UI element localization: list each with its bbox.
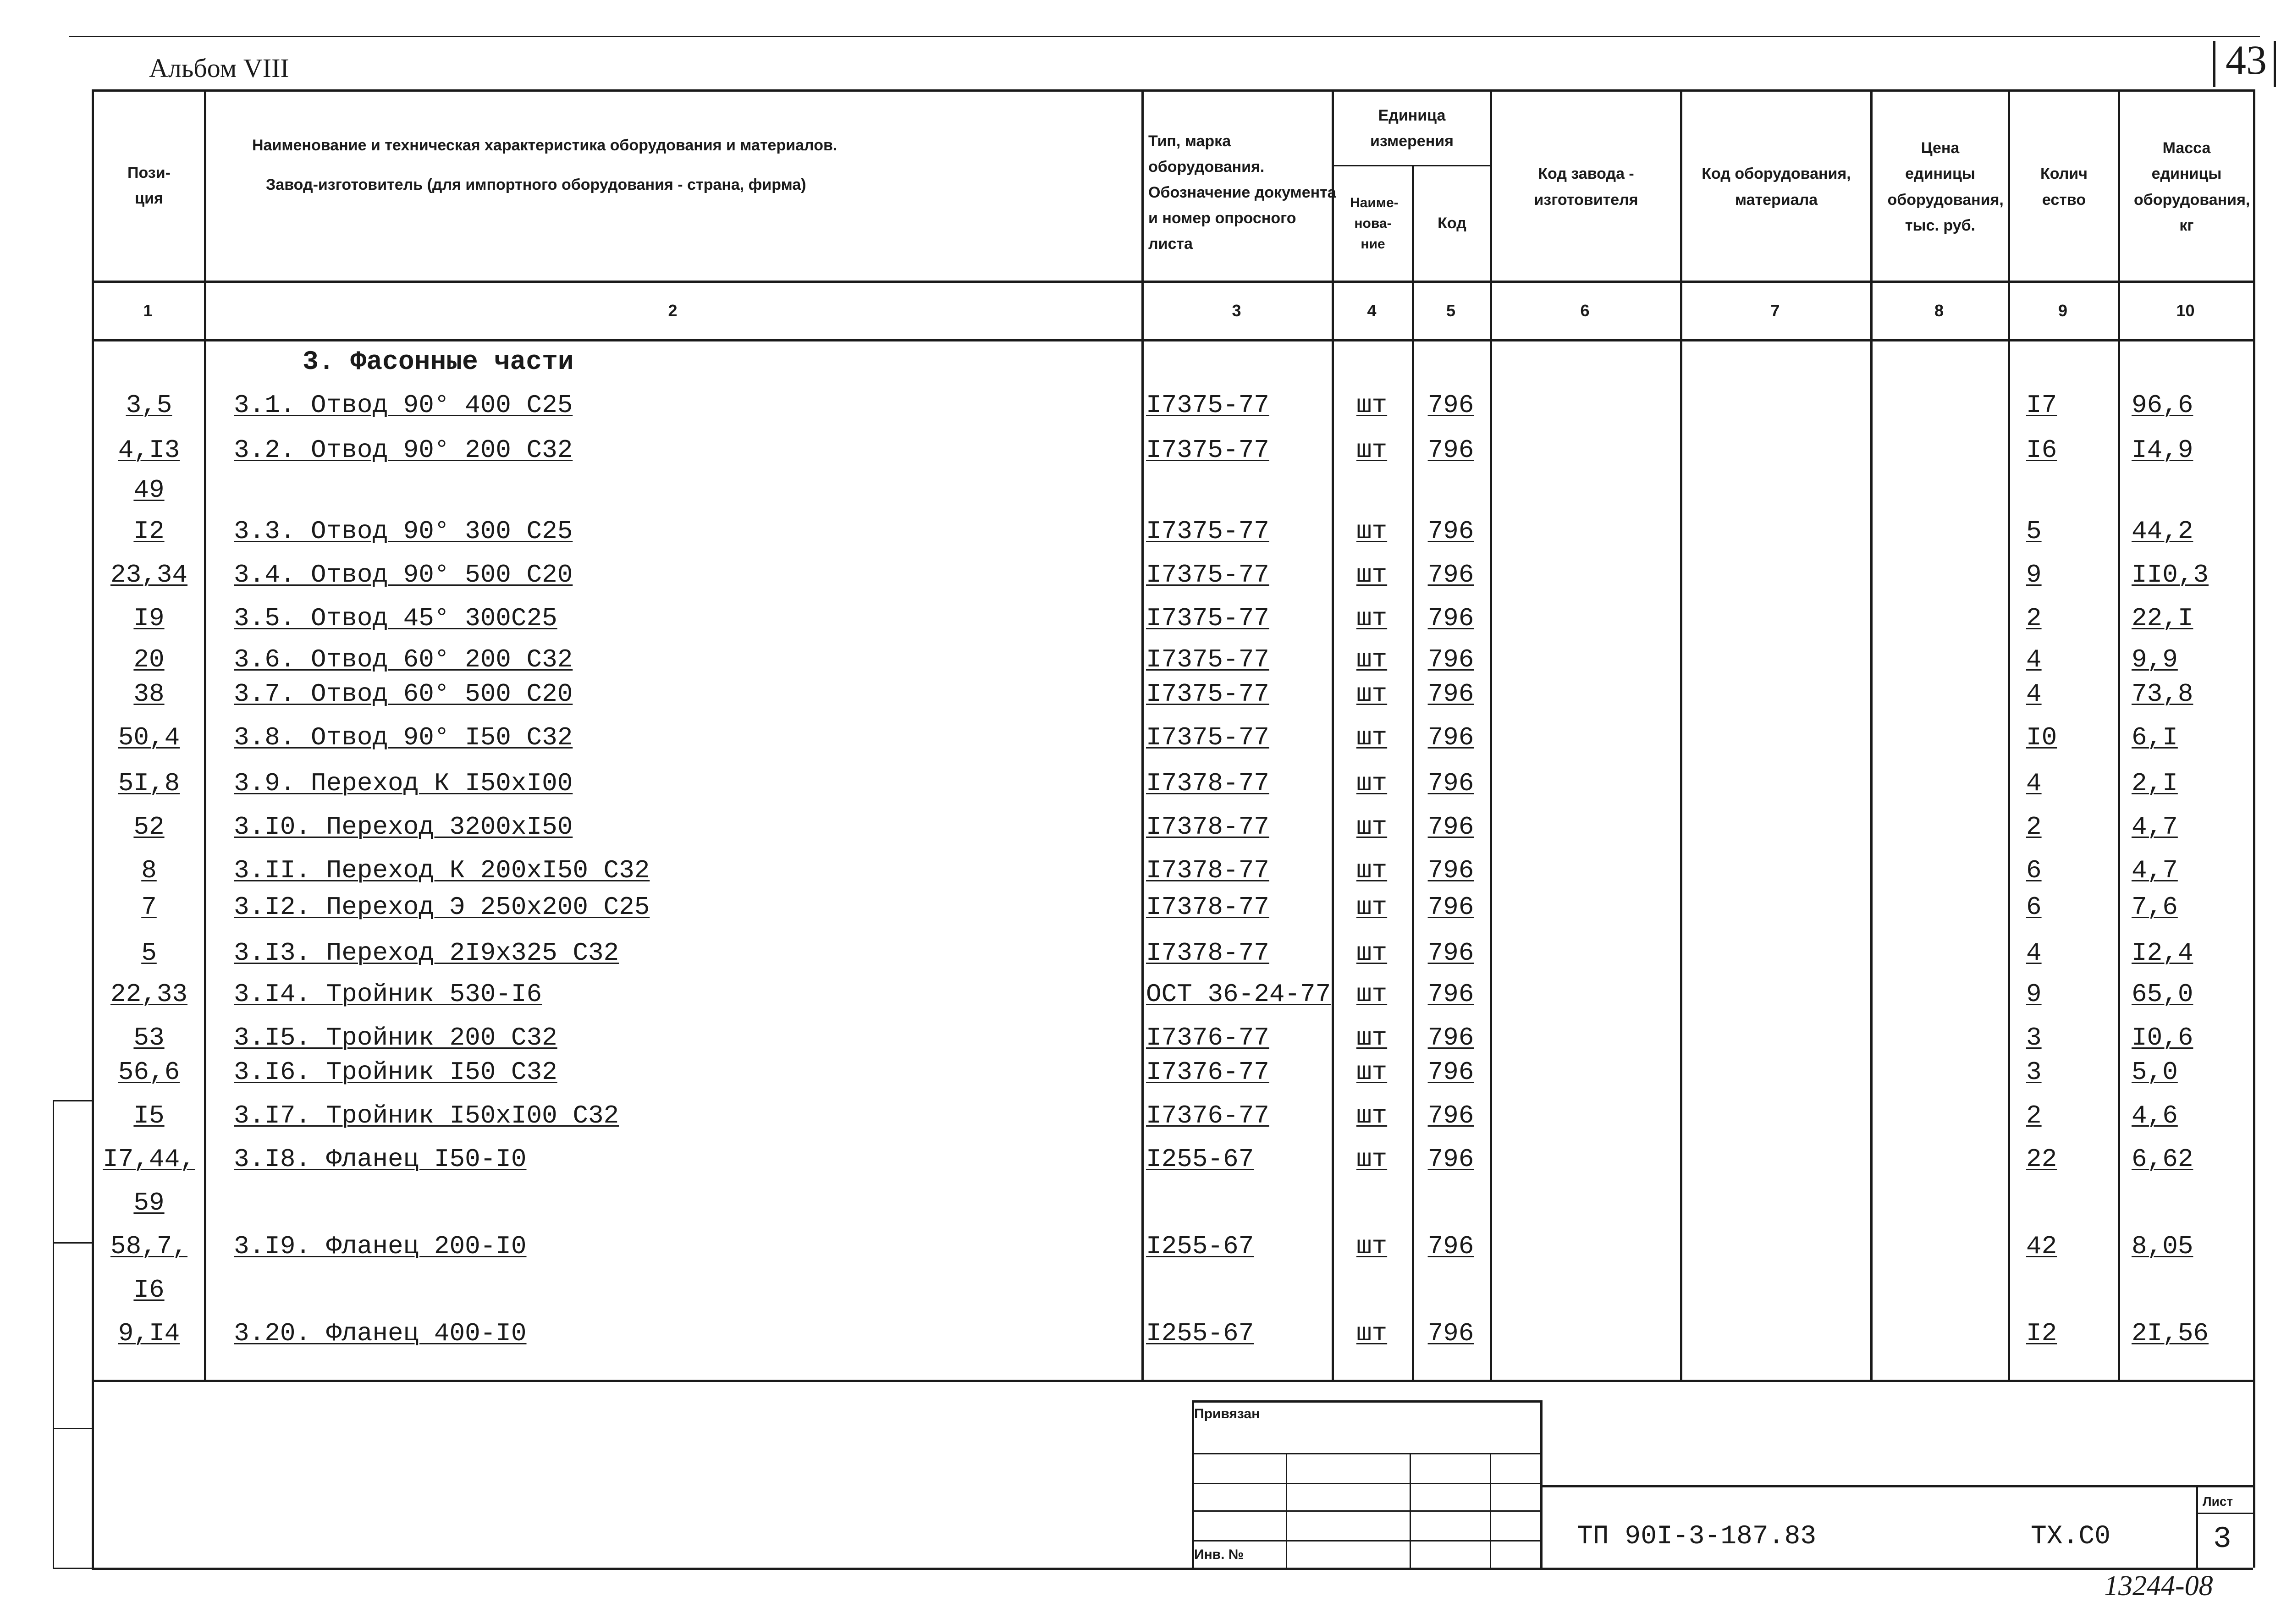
row-unit-name: шт (1356, 645, 1388, 674)
row-unit-name (1334, 1178, 1410, 1222)
row-unit-code: 796 (1427, 1101, 1474, 1130)
inventory-number-label: Инв. № (1194, 1547, 1244, 1562)
row-item-name: 3.6. Отвод 60° 200 С32 (234, 645, 573, 674)
row-item-name: 3.5. Отвод 45° 300С25 (234, 604, 557, 633)
row-position: 50,4 (118, 723, 180, 752)
row-quantity: I7 (2026, 391, 2057, 420)
row-position: 8 (141, 856, 157, 885)
column-number-1: 1 (143, 301, 153, 320)
row-document: I255-67 (1146, 1319, 1254, 1348)
binding-strip-tick (53, 1568, 94, 1569)
row-unit-name: шт (1356, 1232, 1388, 1261)
row-item-name (234, 465, 1132, 509)
table-side-border (2253, 89, 2255, 1568)
header-name (206, 124, 1132, 206)
row-document: ОСТ 36-24-77 (1146, 980, 1331, 1009)
row-item-name: 3.2. Отвод 90° 200 С32 (234, 435, 573, 465)
row-position: 49 (133, 475, 165, 505)
row-document: I7375-77 (1146, 604, 1269, 633)
header-name-line2: Завод-изготовитель (для импортного оборудования - страна, фирма) (266, 176, 806, 193)
row-quantity: 4 (2026, 769, 2042, 798)
row-document: I7378-77 (1146, 938, 1269, 968)
handwritten-number: 13244-08 (2104, 1570, 2213, 1602)
row-position: 52 (133, 812, 165, 842)
column-number-6: 6 (1580, 301, 1590, 320)
row-position: 20 (133, 645, 165, 674)
binding-strip-tick (53, 1242, 94, 1244)
sheet-number: 3 (2213, 1522, 2231, 1556)
row-unit-mass: 65,0 (2132, 980, 2193, 1009)
row-unit-mass: II0,3 (2132, 560, 2209, 589)
row-unit-name: шт (1356, 679, 1388, 709)
row-document: I7378-77 (1146, 812, 1269, 842)
row-document (1146, 465, 1329, 509)
row-document: I7376-77 (1146, 1023, 1269, 1052)
row-unit-code: 796 (1427, 645, 1474, 674)
sheet-box-divider (2196, 1513, 2253, 1514)
row-unit-mass: I0,6 (2132, 1023, 2193, 1052)
row-unit-code: 796 (1427, 938, 1474, 968)
header-unit-group (1334, 94, 1490, 163)
row-unit-mass: 44,2 (2132, 517, 2193, 546)
row-quantity: 9 (2026, 980, 2042, 1009)
row-unit-code: 796 (1427, 1145, 1474, 1174)
column-number-3: 3 (1232, 301, 1241, 320)
stamp-top (1192, 1400, 1540, 1403)
header-position-text: Пози- ция (127, 164, 171, 207)
header-name-line1: Наименование и техническая характеристика оборудования и материалов. (252, 136, 837, 154)
row-unit-mass: 6,62 (2132, 1145, 2193, 1174)
row-quantity: 42 (2026, 1232, 2057, 1261)
header-unit-code (1414, 167, 1490, 280)
header-equipment-code (1682, 94, 1870, 280)
row-document: I7375-77 (1146, 560, 1269, 589)
row-item-name: 3.I0. Переход 3200xI50 (234, 812, 573, 842)
row-unit-code: 796 (1427, 679, 1474, 709)
header-factory-code (1492, 94, 1680, 280)
row-unit-name: шт (1356, 435, 1388, 465)
row-quantity: 4 (2026, 938, 2042, 968)
stamp-hline (1192, 1483, 1540, 1484)
row-quantity: I2 (2026, 1319, 2057, 1348)
stamp-vline (1410, 1453, 1411, 1568)
row-position: 53 (133, 1023, 165, 1052)
stamp-hline (1192, 1453, 1540, 1454)
row-quantity: 3 (2026, 1023, 2042, 1052)
row-unit-mass: 7,6 (2132, 892, 2178, 922)
sheet-box-left (2196, 1485, 2198, 1568)
privyazan-label: Привязан (1194, 1406, 1260, 1421)
document-mark: ТХ.С0 (2031, 1522, 2111, 1552)
row-unit-name: шт (1356, 560, 1388, 589)
header-quantity (2010, 94, 2118, 280)
sheet-label: Лист (2203, 1494, 2233, 1508)
section-title: 3. Фасонные части (303, 347, 574, 377)
header-unit-mass-text: Масса единицы оборудования, кг (2134, 139, 2250, 234)
row-item-name (234, 1265, 1132, 1309)
header-factory-code-text: Код завода - изготовителя (1534, 165, 1638, 209)
row-document: I7375-77 (1146, 645, 1269, 674)
column-number-10: 10 (2176, 301, 2195, 320)
column-number-8: 8 (1934, 301, 1944, 320)
binding-strip-tick (53, 1428, 94, 1429)
corner-tick-left (2213, 41, 2215, 87)
row-unit-code: 796 (1427, 604, 1474, 633)
row-position: 23,34 (110, 560, 188, 589)
header-unit-price (1873, 94, 2008, 280)
row-quantity: 22 (2026, 1145, 2057, 1174)
row-document: I255-67 (1146, 1232, 1254, 1261)
row-position: 4,I3 (118, 435, 180, 465)
row-unit-mass: 8,05 (2132, 1232, 2193, 1261)
row-unit-name: шт (1356, 1319, 1388, 1348)
row-unit-name: шт (1356, 723, 1388, 752)
row-position: 59 (133, 1188, 165, 1217)
row-document: I7375-77 (1146, 435, 1269, 465)
row-unit-mass (2122, 1178, 2251, 1222)
row-document: I7375-77 (1146, 723, 1269, 752)
row-item-name: 3.II. Переход К 200xI50 С32 (234, 856, 650, 885)
row-unit-code: 796 (1427, 812, 1474, 842)
row-unit-mass: 2,I (2132, 769, 2178, 798)
header-unit-group-text: Единица измерения (1370, 106, 1454, 150)
row-unit-mass: I2,4 (2132, 938, 2193, 968)
row-unit-name: шт (1356, 980, 1388, 1009)
row-item-name: 3.I8. Фланец I50-I0 (234, 1145, 527, 1174)
column-number-9: 9 (2058, 301, 2068, 320)
row-quantity (2017, 1265, 2109, 1309)
row-unit-mass: 9,9 (2132, 645, 2178, 674)
row-unit-code: 796 (1427, 1023, 1474, 1052)
row-document: I7375-77 (1146, 391, 1269, 420)
row-unit-mass (2122, 465, 2251, 509)
row-unit-code: 796 (1427, 892, 1474, 922)
row-item-name: 3.I7. Тройник I50xI00 С32 (234, 1101, 619, 1130)
row-document: I7378-77 (1146, 769, 1269, 798)
row-unit-code: 796 (1427, 1319, 1474, 1348)
top-border-line (69, 36, 2260, 37)
row-item-name: 3.1. Отвод 90° 400 С25 (234, 391, 573, 420)
row-document (1146, 1265, 1329, 1309)
row-position: 7 (141, 892, 157, 922)
row-unit-code: 796 (1427, 723, 1474, 752)
sheet-corner-number: 43 (2226, 38, 2267, 83)
row-document: I7378-77 (1146, 856, 1269, 885)
row-unit-code: 796 (1427, 517, 1474, 546)
column-number-7: 7 (1770, 301, 1780, 320)
row-unit-name: шт (1356, 604, 1388, 633)
row-unit-mass: 6,I (2132, 723, 2178, 752)
row-unit-name (1334, 1265, 1410, 1309)
stamp-vline (1490, 1453, 1491, 1568)
project-code: ТП 90I-3-187.83 (1577, 1522, 1817, 1552)
row-unit-code: 796 (1427, 1057, 1474, 1087)
row-position: I7,44, (103, 1145, 195, 1174)
row-item-name: 3.3. Отвод 90° 300 С25 (234, 517, 573, 546)
header-position (94, 92, 204, 280)
album-label: Альбом VIII (149, 53, 289, 83)
row-unit-mass: 73,8 (2132, 679, 2193, 709)
row-unit-code: 796 (1427, 391, 1474, 420)
header-unit-name (1334, 167, 1412, 280)
stamp-hline (1192, 1540, 1540, 1541)
row-quantity: 6 (2026, 892, 2042, 922)
row-unit-mass: 96,6 (2132, 391, 2193, 420)
row-unit-mass: 5,0 (2132, 1057, 2178, 1087)
row-position: I5 (133, 1101, 165, 1130)
corner-tick-right (2274, 41, 2276, 87)
row-position: I9 (133, 604, 165, 633)
row-unit-name: шт (1356, 1145, 1388, 1174)
stamp-right (1540, 1400, 1543, 1568)
row-position: 56,6 (118, 1057, 180, 1087)
row-item-name: 3.20. Фланец 400-I0 (234, 1319, 527, 1348)
row-item-name: 3.7. Отвод 60° 500 С20 (234, 679, 573, 709)
row-quantity: 5 (2026, 517, 2042, 546)
row-unit-mass: 2I,56 (2132, 1319, 2209, 1348)
row-unit-code: 796 (1427, 435, 1474, 465)
row-position: I6 (133, 1275, 165, 1305)
row-unit-name: шт (1356, 892, 1388, 922)
header-equipment-code-text: Код оборудования, материала (1702, 165, 1851, 209)
row-unit-code (1414, 465, 1488, 509)
row-unit-code: 796 (1427, 769, 1474, 798)
header-type-doc-text: Тип, марка оборудования. Обозначение документа и номер опросного листа (1148, 132, 1336, 253)
row-quantity: 2 (2026, 812, 2042, 842)
row-document: I255-67 (1146, 1145, 1254, 1174)
header-unit-name-text: Наиме- нова- ние (1350, 195, 1399, 252)
row-quantity (2017, 1178, 2109, 1222)
row-unit-code: 796 (1427, 980, 1474, 1009)
row-position: 9,I4 (118, 1319, 180, 1348)
row-unit-name: шт (1356, 856, 1388, 885)
row-document: I7376-77 (1146, 1057, 1269, 1087)
column-number-5: 5 (1446, 301, 1456, 320)
row-unit-mass: 4,7 (2132, 812, 2178, 842)
table-bottom-border (92, 1568, 2253, 1570)
row-unit-name (1334, 465, 1410, 509)
row-unit-code: 796 (1427, 856, 1474, 885)
header-unit-price-text: Цена единицы оборудования, тыс. руб. (1887, 139, 2004, 234)
row-unit-mass: 4,7 (2132, 856, 2178, 885)
row-item-name (234, 1178, 1132, 1222)
row-document: I7375-77 (1146, 517, 1269, 546)
row-unit-name: шт (1356, 938, 1388, 968)
table-top-border (92, 89, 2253, 92)
row-item-name: 3.I4. Тройник 530-I6 (234, 980, 542, 1009)
binding-strip-tick (53, 1100, 94, 1101)
header-unit-mass (2120, 94, 2253, 280)
row-position: 5 (141, 938, 157, 968)
row-item-name: 3.8. Отвод 90° I50 С32 (234, 723, 573, 752)
row-item-name: 3.9. Переход К I50xI00 (234, 769, 573, 798)
row-quantity: 2 (2026, 1101, 2042, 1130)
row-unit-name: шт (1356, 1101, 1388, 1130)
row-unit-code: 796 (1427, 1232, 1474, 1261)
row-unit-name: шт (1356, 391, 1388, 420)
row-quantity: 6 (2026, 856, 2042, 885)
row-quantity: 2 (2026, 604, 2042, 633)
title-block-top (1540, 1485, 2253, 1487)
row-document: I7375-77 (1146, 679, 1269, 709)
row-unit-name: шт (1356, 1057, 1388, 1087)
row-item-name: 3.I5. Тройник 200 С32 (234, 1023, 557, 1052)
header-unit-code-text: Код (1438, 215, 1466, 232)
row-item-name: 3.I6. Тройник I50 С32 (234, 1057, 557, 1087)
binding-strip-line (53, 1100, 54, 1568)
row-quantity: I0 (2026, 723, 2057, 752)
row-unit-code: 796 (1427, 560, 1474, 589)
header-quantity-text: Количество (2040, 165, 2088, 209)
row-quantity: 9 (2026, 560, 2042, 589)
header-type-doc (1144, 108, 1336, 277)
row-unit-name: шт (1356, 1023, 1388, 1052)
stamp-left (1192, 1400, 1194, 1568)
row-quantity: I6 (2026, 435, 2057, 465)
row-unit-code (1414, 1178, 1488, 1222)
row-item-name: 3.4. Отвод 90° 500 С20 (234, 560, 573, 589)
row-position: 38 (133, 679, 165, 709)
row-unit-name: шт (1356, 517, 1388, 546)
row-position: 22,33 (110, 980, 188, 1009)
row-unit-name: шт (1356, 812, 1388, 842)
row-quantity: 4 (2026, 645, 2042, 674)
column-number-2: 2 (668, 301, 678, 320)
row-item-name: 3.I3. Переход 2I9x325 С32 (234, 938, 619, 968)
row-unit-mass (2122, 1265, 2251, 1309)
row-unit-code (1414, 1265, 1488, 1309)
row-position: I2 (133, 517, 165, 546)
row-quantity (2017, 465, 2109, 509)
header-bottom-border (92, 281, 2253, 283)
row-position: 3,5 (126, 391, 172, 420)
row-item-name: 3.I2. Переход Э 250x200 С25 (234, 892, 650, 922)
row-unit-name: шт (1356, 769, 1388, 798)
stamp-hline (1192, 1510, 1540, 1512)
row-document (1146, 1178, 1329, 1222)
row-unit-mass: 4,6 (2132, 1101, 2178, 1130)
row-position: 58,7, (110, 1232, 188, 1261)
row-unit-mass: 22,I (2132, 604, 2193, 633)
row-position: 5I,8 (118, 769, 180, 798)
row-document: I7376-77 (1146, 1101, 1269, 1130)
row-unit-mass: I4,9 (2132, 435, 2193, 465)
unit-group-divider (1332, 165, 1490, 166)
column-number-4: 4 (1367, 301, 1377, 320)
row-quantity: 3 (2026, 1057, 2042, 1087)
row-item-name: 3.I9. Фланец 200-I0 (234, 1232, 527, 1261)
body-bottom-border (92, 1380, 2253, 1382)
row-quantity: 4 (2026, 679, 2042, 709)
stamp-vline (1286, 1453, 1287, 1568)
row-document: I7378-77 (1146, 892, 1269, 922)
